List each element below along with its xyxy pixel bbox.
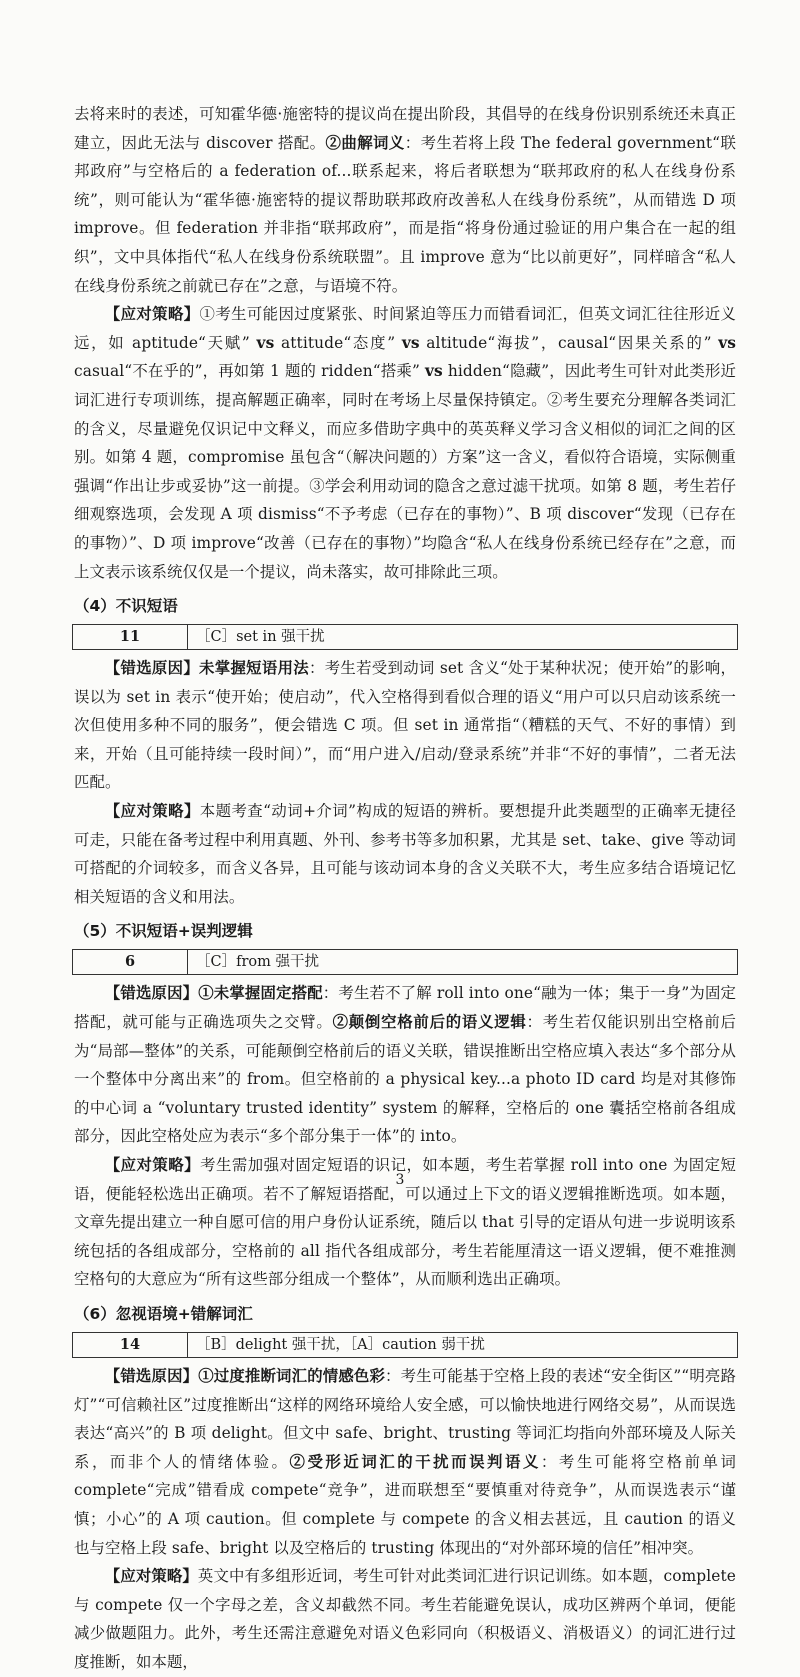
paragraph — [74, 979, 736, 1151]
bold-label: 【错选原因】未掌握短语用法 — [104, 659, 309, 678]
bold-label: vs — [256, 333, 275, 352]
text-run: ：考生可能将空格前单词 complete“完成”错看成 compete“竞争”，进而联想至“要慎重对待竞争”，从而误选表示“谨慎；小心”的 A 项 caution。但 complete 与 compete 的含义相去甚远，且 caution 的语义也与空格上段 safe、bright 以及空格后的 trusting 体现出的“对外部环境的信任”相冲突。 — [74, 1452, 736, 1557]
question-row-table — [72, 1332, 738, 1358]
text-run: ：考生若受到动词 set 含义“处于某种状况；使开始”的影响，误以为 set in 表示“使开始；使启动”，代入空格得到看似合理的语义“用户可以只启动该系统一次但使用多种不同的服务”，便会错选 C 项。但 set in 通常指“（糟糕的天气、不好的事情）到来，开始（且可能持续一段时间）”，而“用户进入/启动/登录系统”并非“不好的事情”，二者无法匹配。 — [74, 659, 736, 792]
text-run: ①考生可能因过度紧张、时间紧迫等压力而错看词汇，但英文词汇往往形近义远，如 aptitude“天赋” — [74, 305, 736, 352]
text-run: attitude“态度” — [274, 333, 402, 352]
bold-label: 【应对策略】 — [104, 1567, 198, 1586]
bold-label: 【应对策略】 — [104, 305, 200, 324]
text-run: ：考生可能基于空格上段的表述“安全街区”“明亮路灯”“可信赖社区”过度推断出“这样的网络环境给人安全感，可以愉快地进行网络交易”，从而误选表达“高兴”的 B 项 delight。但文中 safe、bright、trusting 等词汇均指向外部环境及人际关系，而非个人的情绪体验。 — [74, 1366, 736, 1471]
page-content — [74, 100, 736, 1677]
paragraph — [74, 797, 736, 911]
bold-label: ②颠倒空格前后的语义逻辑 — [332, 1013, 527, 1032]
paragraph — [74, 300, 736, 586]
page-number: 3 — [395, 1172, 405, 1188]
question-number: 11 — [73, 625, 188, 650]
bold-label: vs — [401, 333, 420, 352]
paragraph — [74, 100, 736, 300]
question-row-table — [72, 949, 738, 975]
text-run: 考生需加强对固定短语的识记，如本题，考生若掌握 roll into one 为固定短语，便能轻松选出正确项。若不了解短语搭配，可以通过上下文的语义逻辑推断选项。如本题，文章先提出建立一种自愿可信的用户身份认证系统，随后以 that 引导的定语从句进一步说明该系统包括的各组成部分，空格前的 all 指代各组成部分，考生若能厘清这一语义逻辑，便不难推测空格句的大意应为“所有这些部分组成一个整体”，从而顺利选出正确项。 — [74, 1156, 736, 1289]
question-row-table — [72, 624, 738, 650]
paragraph — [74, 654, 736, 797]
distractor-option: ［B］delight 强干扰，［A］caution 弱干扰 — [188, 1332, 738, 1357]
text-run: hidden“隐藏”，因此考生可针对此类形近词汇进行专项训练，提高解题正确率，同时在考场上尽量保持镇定。②考生要充分理解各类词汇的含义，尽量避免仅识记中文释义，而应多借助字典中的英英释义学习含义相似的词汇之间的区别。如第 4 题，compromise 虽包含“（解决问题的）方案”这一含义，看似符合语境，实际侧重强调“作出让步或妥协”这一前提。③学会利用动词的隐含之意过滤干扰项。如第 8 题，考生若仔细观察选项，会发现 A 项 dismiss“不予考虑（已存在的事物）”、B 项 discover“发现（已存在的事物）”、D 项 improve“改善（已存在的事物）”均隐含“私人在线身份系统已经存在”之意，而上文表示该系统仅仅是一个提议，尚未落实，故可排除此三项。 — [74, 362, 736, 581]
text-run: casual“不在乎的”，再如第 1 题的 ridden“搭乘” — [74, 362, 425, 381]
text-run: 去将来时的表述，可知霍华德·施密特的提议尚在提出阶段，其倡导的在线身份识别系统还未真正建立，因此无法与 discover 搭配。 — [74, 105, 736, 152]
bold-label: vs — [425, 362, 443, 381]
bold-label: 【错选原因】①过度推断词汇的情感色彩 — [104, 1366, 386, 1385]
paragraph — [74, 1562, 736, 1676]
text-run: ：考生若不了解 roll into one“融为一体；集于一身”为固定搭配，就可能与正确选项失之交臂。 — [74, 984, 737, 1032]
section-heading: （4）不识短语 — [74, 597, 178, 616]
text-run: ：考生若将上段 The federal government“联邦政府”与空格后的 a federation of...联系起来，将后者联想为“联邦政府的私人在线身份系统”，则可能认为“霍华德·施密特的提议帮助联邦政府改善私人在线身份系统”，从而错选 D 项 improve。但 federation 并非指“联邦政府”，而是指“将身份通过验证的用户集合在一起的组织”，文中具体指代“私人在线身份系统联盟”。且 improve 意为“比以前更好”，同样暗含“私人在线身份系统之前就已存在”之意，与语境不符。 — [74, 133, 736, 295]
bold-label: 【应对策略】 — [104, 802, 200, 821]
text-run: ：考生若仅能识别出空格前后为“局部—整体”的关系，可能颠倒空格前后的语义关联，错误推断出空格应填入表达“多个部分从一个整体中分离出来”的 from。但空格前的 a physical key...a photo ID card 均是对其修饰的中心词 a “voluntary trusted identity” system 的解释，空格后的 one 囊括空格前各组成部分，因此空格处应为表示“多个部分集于一体”的 into。 — [74, 1013, 736, 1146]
bold-label: 【错选原因】①未掌握固定搭配 — [104, 984, 323, 1003]
section-heading: （5）不识短语+误判逻辑 — [74, 922, 253, 941]
text-run: 本题考查“动词+介词”构成的短语的辨析。要想提升此类题型的正确率无捷径可走，只能在备考过程中利用真题、外刊、参考书等多加积累，尤其是 set、take、give 等动词可搭配的介词较多，而含义各异，且可能与该动词本身的含义关联不大，考生应多结合语境记忆相关短语的含义和用法。 — [74, 802, 736, 906]
bold-label: ②受形近词汇的干扰而误判语义 — [289, 1452, 541, 1471]
text-run: 英文中有多组形近词，考生可针对此类词汇进行识记训练。如本题，complete 与 compete 仅一个字母之差，含义却截然不同。考生若能避免误认，成功区辨两个单词，便能减少做题阻力。此外，考生还需注意避免对语义色彩同向（积极语义、消极语义）的词汇进行过度推断，如本题， — [74, 1567, 736, 1671]
bold-label: vs — [718, 333, 737, 352]
bold-label: ②曲解词义 — [325, 133, 405, 152]
question-number: 6 — [73, 950, 188, 975]
text-run: altitude“海拔”，causal“因果关系的” — [419, 333, 719, 352]
question-number: 14 — [73, 1332, 188, 1357]
bold-label: 【应对策略】 — [104, 1156, 201, 1174]
paragraph — [74, 1362, 736, 1562]
section-heading: （6）忽视语境+错解词汇 — [74, 1304, 253, 1323]
distractor-option: ［C］from 强干扰 — [188, 950, 738, 975]
distractor-option: ［C］set in 强干扰 — [188, 625, 738, 650]
